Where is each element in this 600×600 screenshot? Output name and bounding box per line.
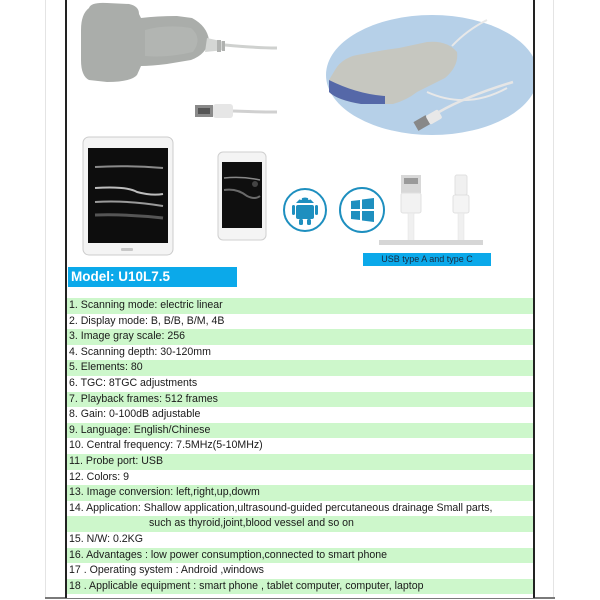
phone-photo bbox=[218, 152, 266, 240]
spec-row: 12. Colors: 9 bbox=[69, 470, 130, 483]
spec-row: 16. Advantages : low power consumption,connected to smart phone bbox=[67, 548, 533, 564]
spec-row: 9. Language: English/Chinese bbox=[67, 423, 533, 439]
spec-list bbox=[67, 298, 533, 594]
spec-row: 3. Image gray scale: 256 bbox=[67, 329, 533, 345]
windows-icon bbox=[340, 188, 384, 232]
spec-row: 1. Scanning mode: electric linear bbox=[67, 298, 533, 314]
spec-row: 14. Application: Shallow application,ultrasound-guided percutaneous drainage Small parts, bbox=[69, 501, 493, 514]
probe-photo bbox=[81, 3, 277, 118]
page-edge-right bbox=[553, 0, 554, 598]
usb-cables-photo bbox=[379, 175, 483, 245]
spec-row: 6. TGC: 8TGC adjustments bbox=[69, 376, 198, 389]
spec-row: 18 . Applicable equipment : smart phone , tablet computer, computer, laptop bbox=[67, 579, 533, 595]
product-images bbox=[67, 0, 533, 265]
spec-row: 15. N/W: 0.2KG bbox=[69, 532, 143, 545]
spec-row: 11. Probe port: USB bbox=[67, 454, 533, 470]
usb-caption: USB type A and type C bbox=[363, 253, 491, 266]
spec-row: 17 . Operating system : Android ,windows bbox=[69, 564, 264, 577]
spec-row-continued: such as thyroid,joint,blood vessel and so on bbox=[67, 516, 533, 532]
android-icon bbox=[284, 189, 326, 231]
product-sheet bbox=[65, 0, 535, 598]
probe-photo-oval bbox=[326, 15, 533, 135]
spec-row: 8. Gain: 0-100dB adjustable bbox=[69, 408, 201, 421]
spec-row: 13. Image conversion: left,right,up,dowm bbox=[67, 485, 533, 501]
spec-row: 2. Display mode: B, B/B, B/M, 4B bbox=[69, 314, 225, 327]
page-edge-left bbox=[45, 0, 46, 598]
spec-row: 7. Playback frames: 512 frames bbox=[67, 392, 533, 408]
tablet-photo bbox=[83, 137, 173, 255]
spec-row: 4. Scanning depth: 30-120mm bbox=[69, 345, 211, 358]
spec-row: 5. Elements: 80 bbox=[67, 360, 533, 376]
spec-row: 10. Central frequency: 7.5MHz(5-10MHz) bbox=[69, 439, 263, 452]
model-banner: Model: U10L7.5 bbox=[68, 267, 237, 287]
